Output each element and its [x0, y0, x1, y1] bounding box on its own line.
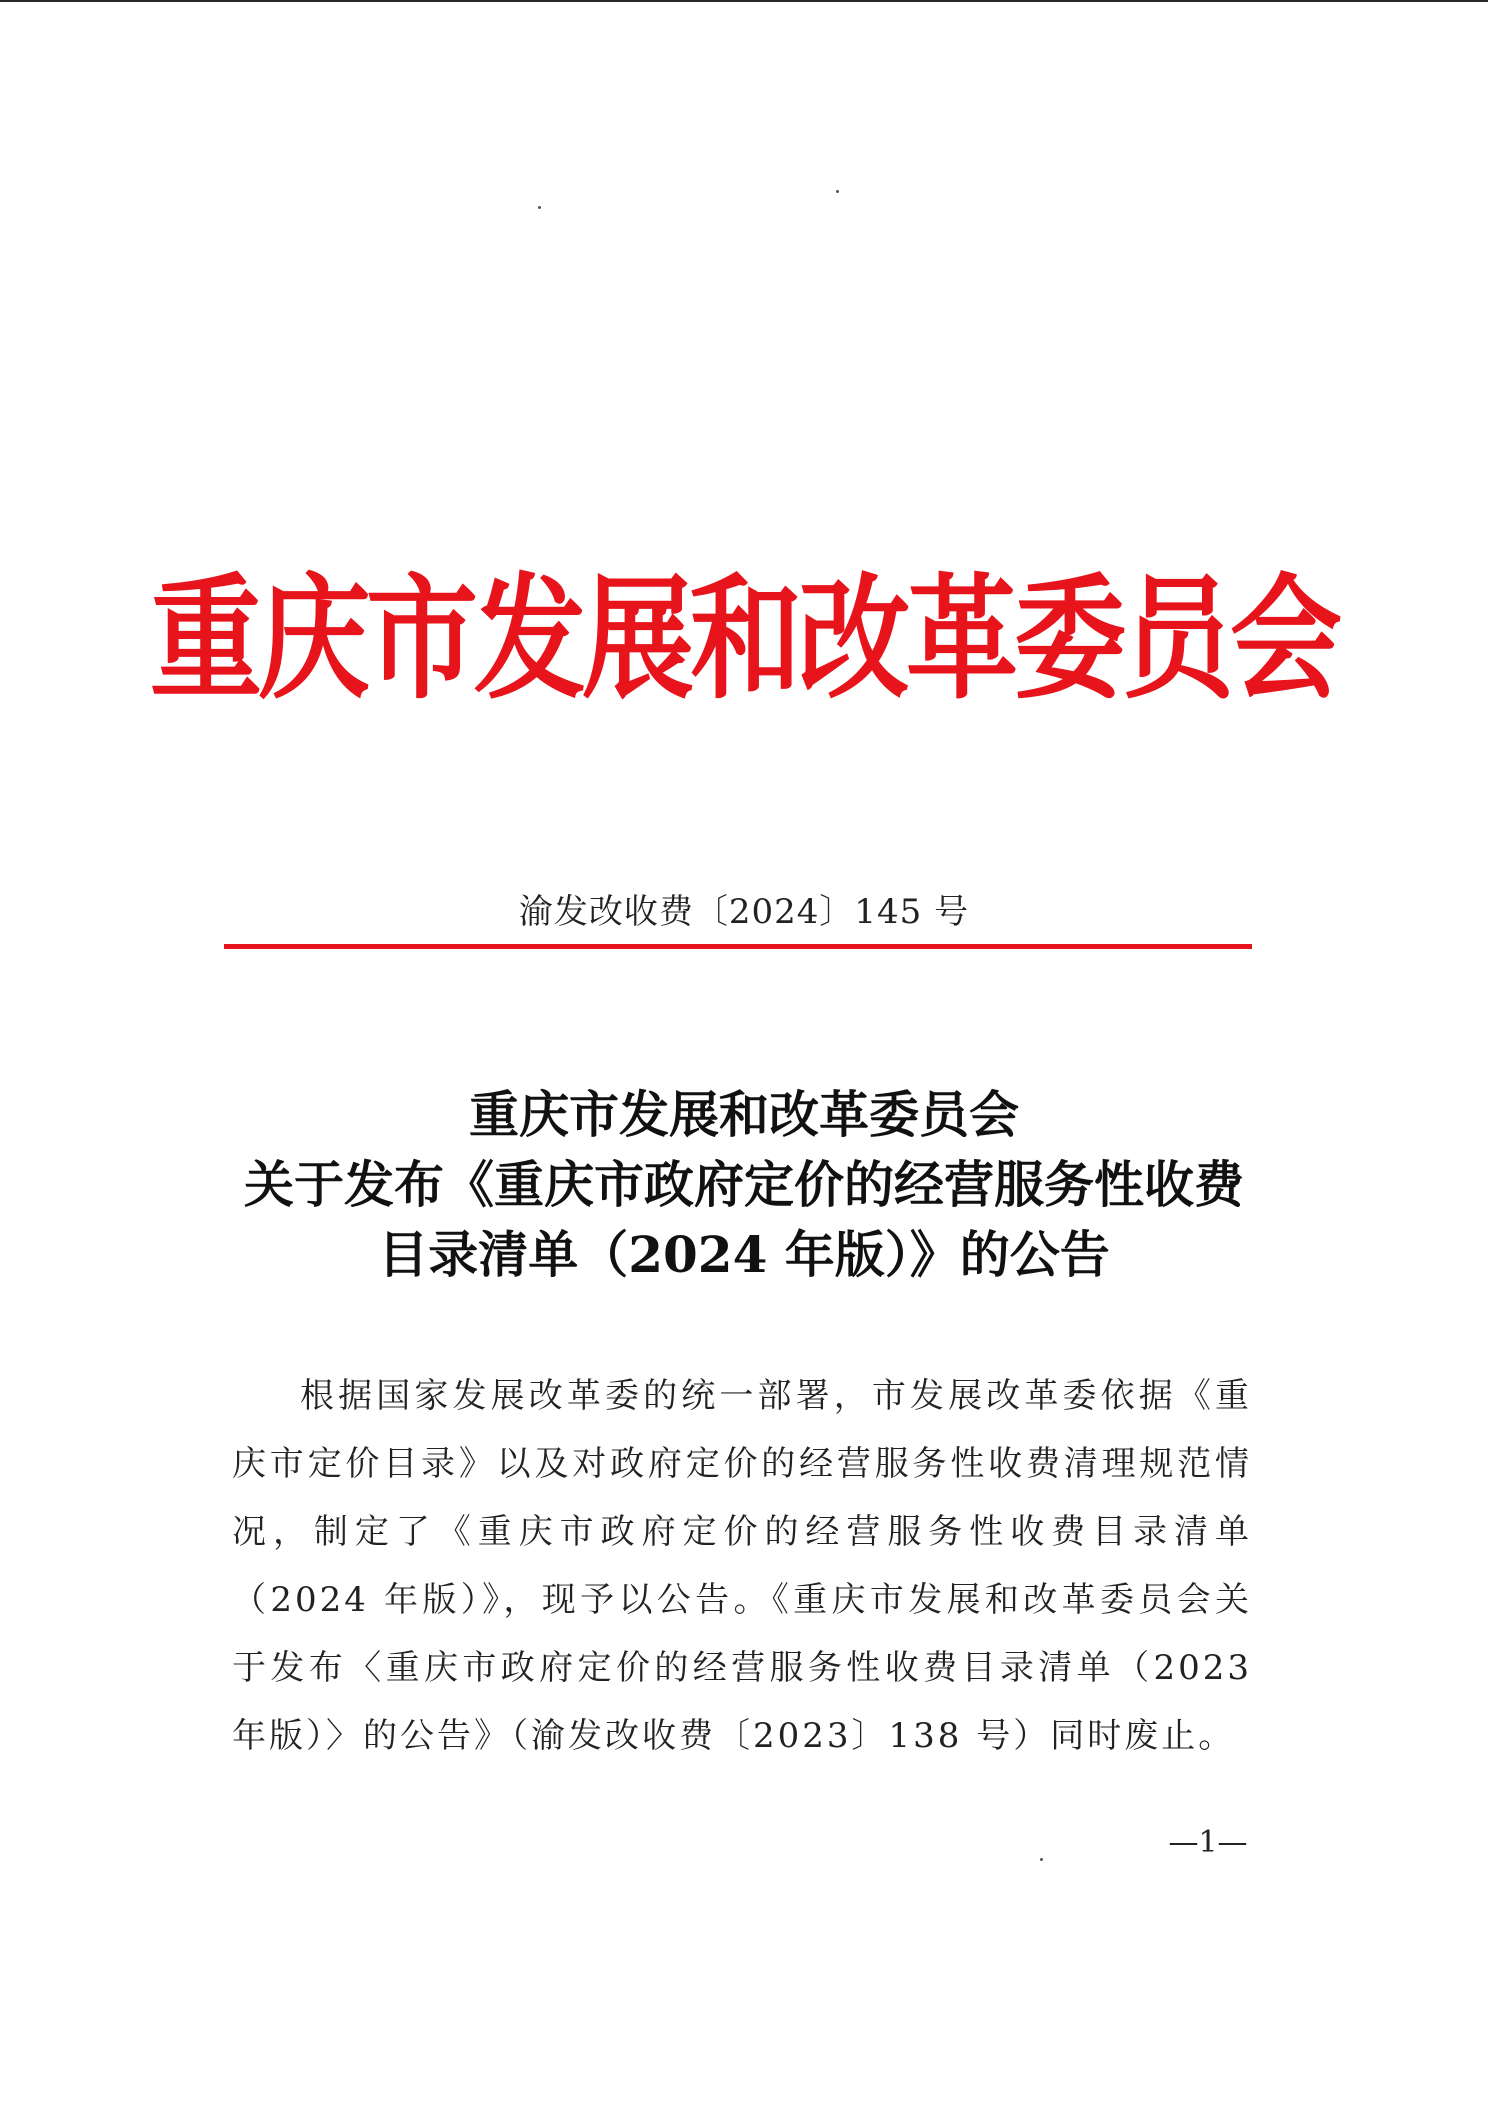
title-line-1: 重庆市发展和改革委员会 [469, 1085, 1019, 1144]
title-line-3: 目录清单（2024 年版）》的公告 [378, 1225, 1110, 1284]
scan-speck [1040, 1858, 1043, 1861]
body-paragraph: 根据国家发展改革委的统一部署，市发展改革委依据《重庆市定价目录》以及对政府定价的经营服务性收费清理规范情况，制定了《重庆市政府定价的经营服务性收费目录清单（2024 年版）》，现予以公告。《重庆市发展和改革委员会关于发布〈重庆市政府定价的经营服务性收费目录清单（2023 年版）〉的公告》（渝发改收费〔2023〕138 号）同时废止。 [232, 1376, 1252, 1756]
page-top-edge [0, 0, 1488, 2]
announcement-title [0, 1080, 1488, 1290]
scan-speck [538, 206, 541, 209]
masthead-org-name: 重庆市发展和改革委员会 [150, 562, 1338, 718]
red-divider-rule [224, 944, 1252, 949]
title-line-2: 关于发布《重庆市政府定价的经营服务性收费 [244, 1155, 1244, 1214]
document-number: 渝发改收费〔2024〕145 号 [518, 892, 970, 932]
scan-speck [836, 190, 839, 193]
page-number: —1— [1168, 1825, 1248, 1860]
